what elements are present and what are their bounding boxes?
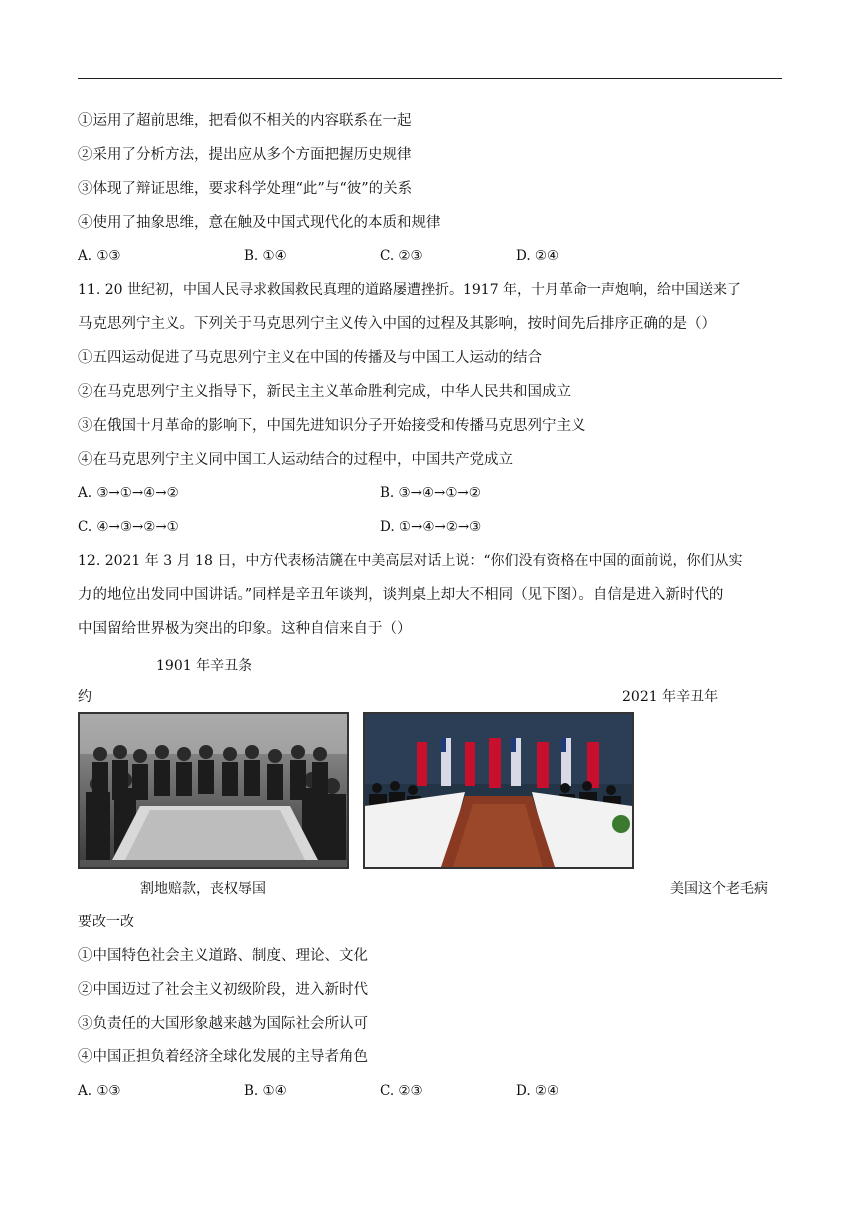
q10-item-1: ①运用了超前思维，把看似不相关的内容联系在一起 bbox=[78, 113, 412, 129]
photo-1901-drawing bbox=[80, 714, 347, 867]
q10-option-b: B. ①④ bbox=[244, 248, 287, 264]
q11-stem-line1: 11. 20 世纪初，中国人民寻求救国救民真理的道路屡遭挫折。1917 年，十月革命一声炮响，给中国送来了 bbox=[78, 282, 742, 298]
q12-item-2: ②中国迈过了社会主义初级阶段，进入新时代 bbox=[78, 982, 368, 998]
header-rule bbox=[78, 78, 782, 79]
q12-stem-line3: 中国留给世界极为突出的印象。这种自信来自于（） bbox=[78, 621, 412, 637]
q11-item-1: ①五四运动促进了马克思列宁主义在中国的传播及与中国工人运动的结合 bbox=[78, 350, 542, 366]
q11-option-d: D. ①→④→②→③ bbox=[380, 519, 482, 535]
q12-stem-line1: 12. 2021 年 3 月 18 日，中方代表杨洁篪在中美高层对话上说：“你们没有资格在中国的面前说，你们从实 bbox=[78, 553, 743, 569]
caption-right-bottom: 美国这个老毛病 bbox=[670, 881, 768, 897]
q11-item-4: ④在马克思列宁主义同中国工人运动结合的过程中，中国共产党成立 bbox=[78, 452, 513, 468]
caption-1901-a: 1901 年辛丑条 bbox=[156, 658, 253, 674]
q10-option-d: D. ②④ bbox=[516, 248, 560, 264]
q12-option-a: A. ①③ bbox=[78, 1083, 121, 1099]
q10-option-c: C. ②③ bbox=[380, 248, 423, 264]
caption-1901-b: 约 bbox=[78, 689, 92, 705]
q11-item-2: ②在马克思列宁主义指导下，新民主主义革命胜利完成，中华人民共和国成立 bbox=[78, 384, 571, 400]
q10-item-3: ③体现了辩证思维，要求科学处理“此”与“彼”的关系 bbox=[78, 181, 413, 197]
q12-item-4: ④中国正担负着经济全球化发展的主导者角色 bbox=[78, 1049, 368, 1065]
q12-option-d: D. ②④ bbox=[516, 1083, 560, 1099]
q12-option-b: B. ①④ bbox=[244, 1083, 287, 1099]
q11-option-a: A. ③→①→④→② bbox=[78, 485, 179, 501]
caption-left-bottom: 割地赔款，丧权辱国 bbox=[140, 881, 266, 897]
q12-option-c: C. ②③ bbox=[380, 1083, 423, 1099]
q10-option-a: A. ①③ bbox=[78, 248, 121, 264]
q12-item-3: ③负责任的大国形象越来越为国际社会所认可 bbox=[78, 1016, 368, 1032]
caption-wrap: 要改一改 bbox=[78, 914, 134, 930]
q12-stem-line2: 力的地位出发同中国讲话。”同样是辛丑年谈判，谈判桌上却大不相同（见下图）。自信是进入新时代的 bbox=[78, 587, 724, 603]
photo-2021-drawing bbox=[365, 714, 632, 867]
q11-option-c: C. ④→③→②→① bbox=[78, 519, 179, 535]
q12-item-1: ①中国特色社会主义道路、制度、理论、文化 bbox=[78, 948, 368, 964]
q11-item-3: ③在俄国十月革命的影响下，中国先进知识分子开始接受和传播马克思列宁主义 bbox=[78, 418, 586, 434]
q11-option-b: B. ③→④→①→② bbox=[380, 485, 481, 501]
photo-2021-talks bbox=[363, 712, 634, 869]
q11-stem-line2: 马克思列宁主义。下列关于马克思列宁主义传入中国的过程及其影响，按时间先后排序正确的是（） bbox=[78, 316, 716, 332]
caption-2021: 2021 年辛丑年 bbox=[622, 689, 719, 705]
q10-item-4: ④使用了抽象思维，意在触及中国式现代化的本质和规律 bbox=[78, 215, 441, 231]
photo-1901-treaty bbox=[78, 712, 349, 869]
q10-item-2: ②采用了分析方法，提出应从多个方面把握历史规律 bbox=[78, 147, 412, 163]
